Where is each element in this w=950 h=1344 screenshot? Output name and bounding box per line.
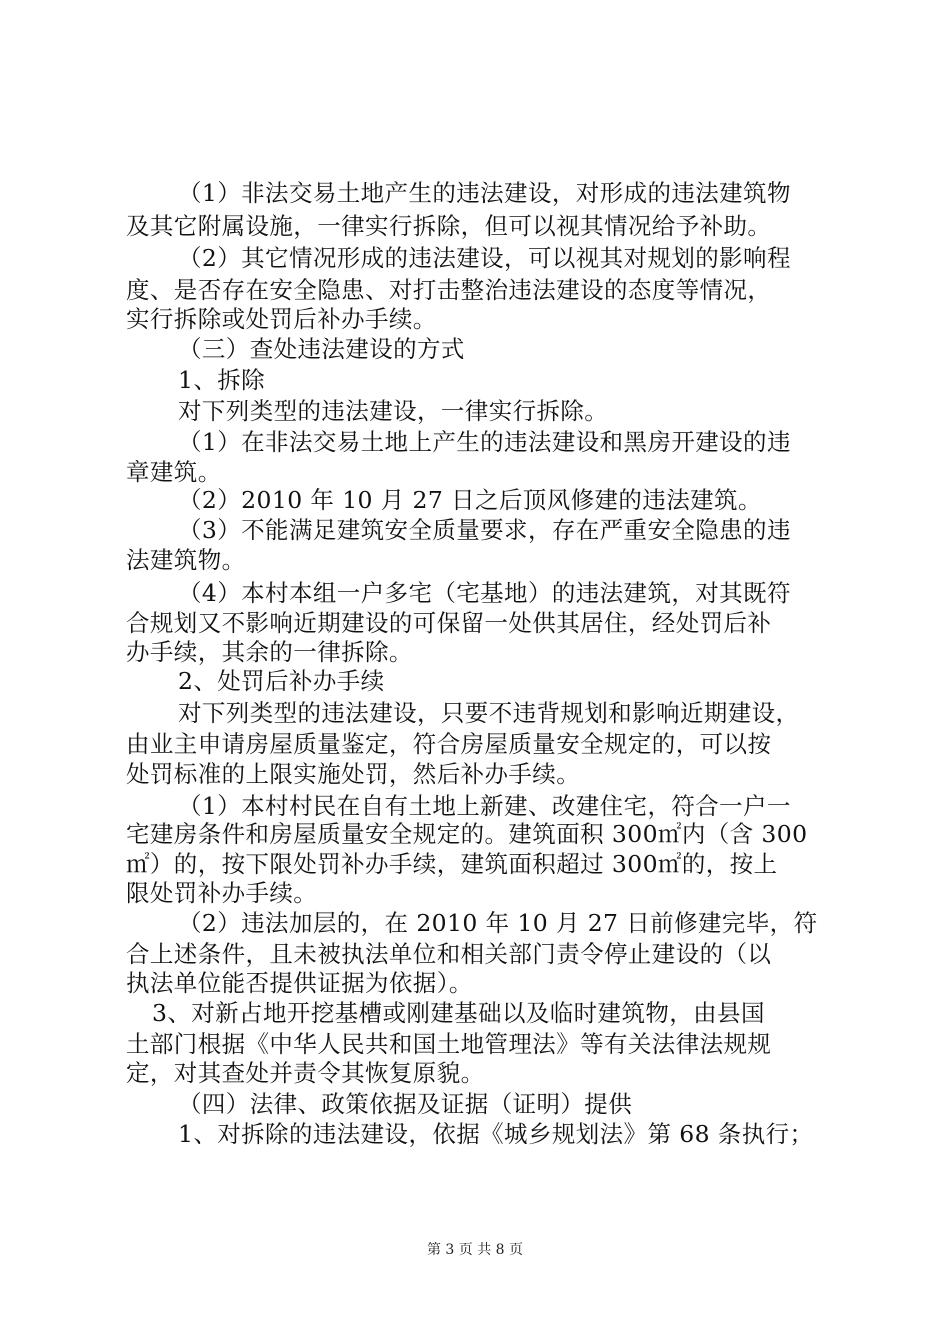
body-line: 3、对新占地开挖基槽或刚建基础以及临时建筑物，由县国: [152, 999, 765, 1027]
page-number-footer: 第 3 页 共 8 页: [426, 1242, 524, 1258]
subsection-heading: 1、拆除: [178, 366, 266, 394]
body-line: 执法单位能否提供证据为依据）。: [126, 969, 473, 997]
section-heading: （四）法律、政策依据及证据（证明）提供: [178, 1090, 633, 1118]
body-line: （2）其它情况形成的违法建设，可以视其对规划的影响程: [178, 244, 791, 272]
body-line: （2）2010 年 10 月 27 日之后顶风修建的违法建筑。: [178, 486, 762, 514]
body-line: 法建筑物。: [126, 546, 246, 574]
body-line: 合上述条件，且未被执法单位和相关部门责令停止建设的（以: [126, 940, 772, 968]
body-line: 及其它附属设施，一律实行拆除，但可以视其情况给予补助。: [126, 212, 772, 240]
body-line: 宅建房条件和房屋质量安全规定的。建筑面积 300㎡内（含 300: [126, 820, 808, 848]
body-line: （2）违法加层的，在 2010 年 10 月 27 日前修建完毕，符: [178, 909, 818, 937]
body-line: 定，对其查处并责令其恢复原貌。: [126, 1059, 485, 1087]
body-line: 由业主申请房屋质量鉴定，符合房屋质量安全规定的，可以按: [126, 730, 772, 758]
section-heading: （三）查处违法建设的方式: [178, 335, 465, 363]
body-line: 限处罚补办手续。: [126, 879, 318, 907]
body-line: （1）非法交易土地产生的违法建设，对形成的违法建筑物: [178, 179, 791, 207]
body-line: 办手续，其余的一律拆除。: [126, 638, 413, 666]
body-line: （3）不能满足建筑安全质量要求，存在严重安全隐患的违: [178, 516, 791, 544]
body-line: 对下列类型的违法建设，只要不违背规划和影响近期建设，: [178, 699, 800, 727]
body-line: 章建筑。: [126, 458, 222, 486]
body-line: 1、对拆除的违法建设，依据《城乡规划法》第 68 条执行；: [178, 1120, 814, 1148]
body-line: （1）在非法交易土地上产生的违法建设和黑房开建设的违: [178, 428, 791, 456]
body-line: 实行拆除或处罚后补办手续。: [126, 305, 437, 333]
subsection-heading: 2、处罚后补办手续: [178, 667, 385, 695]
body-line: 处罚标准的上限实施处罚，然后补办手续。: [126, 760, 581, 788]
body-line: 对下列类型的违法建设，一律实行拆除。: [178, 397, 609, 425]
body-line: （1）本村村民在自有土地上新建、改建住宅，符合一户一: [178, 792, 791, 820]
body-line: 度、是否存在安全隐患、对打击整治违法建设的态度等情况，: [126, 276, 772, 304]
body-line: （4）本村本组一户多宅（宅基地）的违法建筑，对其既符: [178, 579, 791, 607]
body-line: ㎡）的，按下限处罚补办手续，建筑面积超过 300㎡的，按上: [126, 850, 778, 878]
body-line: 土部门根据《中华人民共和国土地管理法》等有关法律法规规: [126, 1030, 772, 1058]
body-line: 合规划又不影响近期建设的可保留一处供其居住，经处罚后补: [126, 609, 772, 637]
